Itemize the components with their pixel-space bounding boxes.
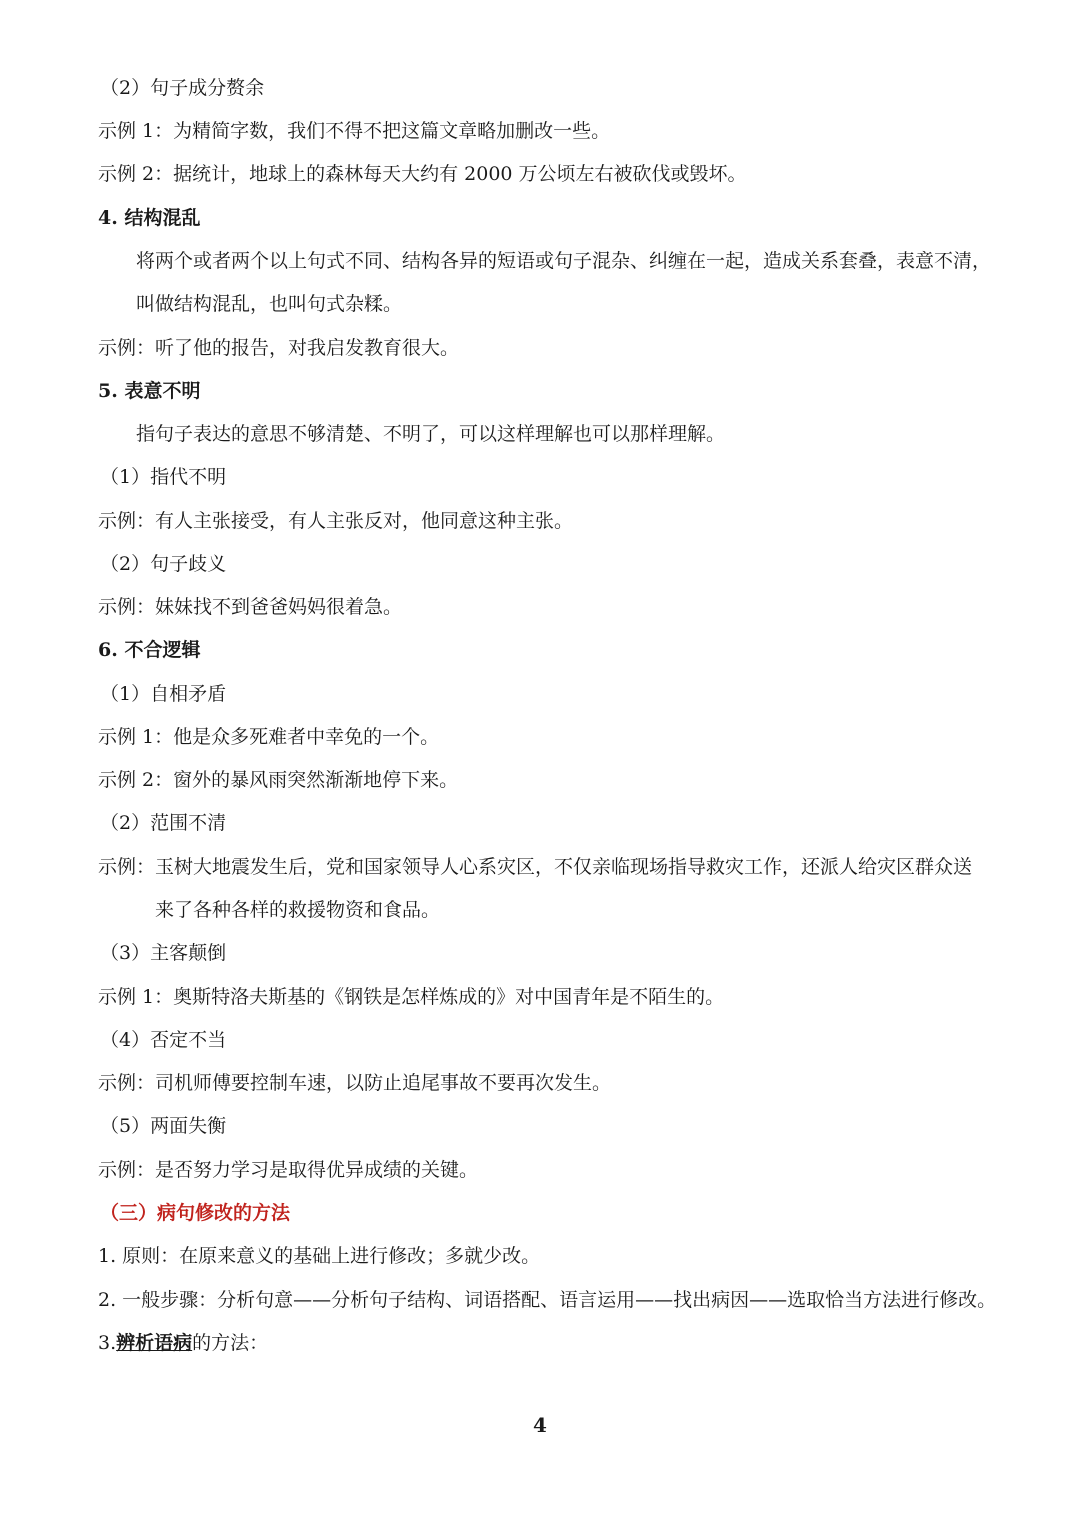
subheading: （1）自相矛盾 bbox=[100, 683, 227, 705]
paragraph-line: 1. 原则：在原来意义的基础上进行修改；多就少改。 bbox=[98, 1245, 541, 1267]
section-heading-red: （三）病句修改的方法 bbox=[100, 1202, 291, 1224]
section-heading: 4. 结构混乱 bbox=[98, 207, 201, 229]
subheading: （4）否定不当 bbox=[100, 1029, 227, 1051]
example-line: 示例：有人主张接受，有人主张反对，他同意这种主张。 bbox=[98, 510, 574, 532]
example-line: 示例 1：为精简字数，我们不得不把这篇文章略加删改一些。 bbox=[98, 120, 611, 142]
paragraph-line: 将两个或者两个以上句式不同、结构各异的短语或句子混杂、纠缠在一起，造成关系套叠，表意不清， bbox=[136, 250, 992, 272]
underlined-term: 辨析语病 bbox=[116, 1332, 193, 1354]
paragraph-line bbox=[98, 1331, 268, 1355]
paragraph-line: 叫做结构混乱，也叫句式杂糅。 bbox=[136, 293, 403, 315]
example-line: 示例 2：据统计，地球上的森林每天大约有 2000 万公顷左右被砍伐或毁坏。 bbox=[98, 163, 747, 185]
example-line-continued: 来了各种各样的救援物资和食品。 bbox=[155, 899, 441, 921]
section-heading: 5. 表意不明 bbox=[98, 380, 201, 402]
example-line: 示例：是否努力学习是取得优异成绩的关键。 bbox=[98, 1159, 479, 1181]
subheading: （2）范围不清 bbox=[100, 812, 227, 834]
example-line: 示例 2：窗外的暴风雨突然渐渐地停下来。 bbox=[98, 769, 459, 791]
example-line: 示例：妹妹找不到爸爸妈妈很着急。 bbox=[98, 596, 403, 618]
section-heading: 6. 不合逻辑 bbox=[98, 639, 201, 661]
subheading: （2）句子成分赘余 bbox=[100, 77, 265, 99]
subheading: （3）主客颠倒 bbox=[100, 942, 227, 964]
list-number: 3. bbox=[98, 1332, 117, 1354]
example-line: 示例 1：奥斯特洛夫斯基的《钢铁是怎样炼成的》对中国青年是不陌生的。 bbox=[98, 986, 725, 1008]
subheading: （2）句子歧义 bbox=[100, 553, 227, 575]
subheading: （5）两面失衡 bbox=[100, 1115, 227, 1137]
line-suffix: 的方法： bbox=[192, 1332, 269, 1354]
example-line: 示例：玉树大地震发生后，党和国家领导人心系灾区，不仅亲临现场指导救灾工作，还派人给灾区群众送 bbox=[98, 856, 973, 878]
page-number: 4 bbox=[533, 1413, 547, 1437]
example-line: 示例：司机师傅要控制车速，以防止追尾事故不要再次发生。 bbox=[98, 1072, 612, 1094]
example-line: 示例 1：他是众多死难者中幸免的一个。 bbox=[98, 726, 440, 748]
example-line: 示例：听了他的报告，对我启发教育很大。 bbox=[98, 337, 460, 359]
paragraph-line: 指句子表达的意思不够清楚、不明了，可以这样理解也可以那样理解。 bbox=[136, 423, 726, 445]
paragraph-line: 2. 一般步骤：分析句意——分析句子结构、词语搭配、语言运用——找出病因——选取恰当方法进行修改。 bbox=[98, 1289, 997, 1311]
subheading: （1）指代不明 bbox=[100, 466, 227, 488]
